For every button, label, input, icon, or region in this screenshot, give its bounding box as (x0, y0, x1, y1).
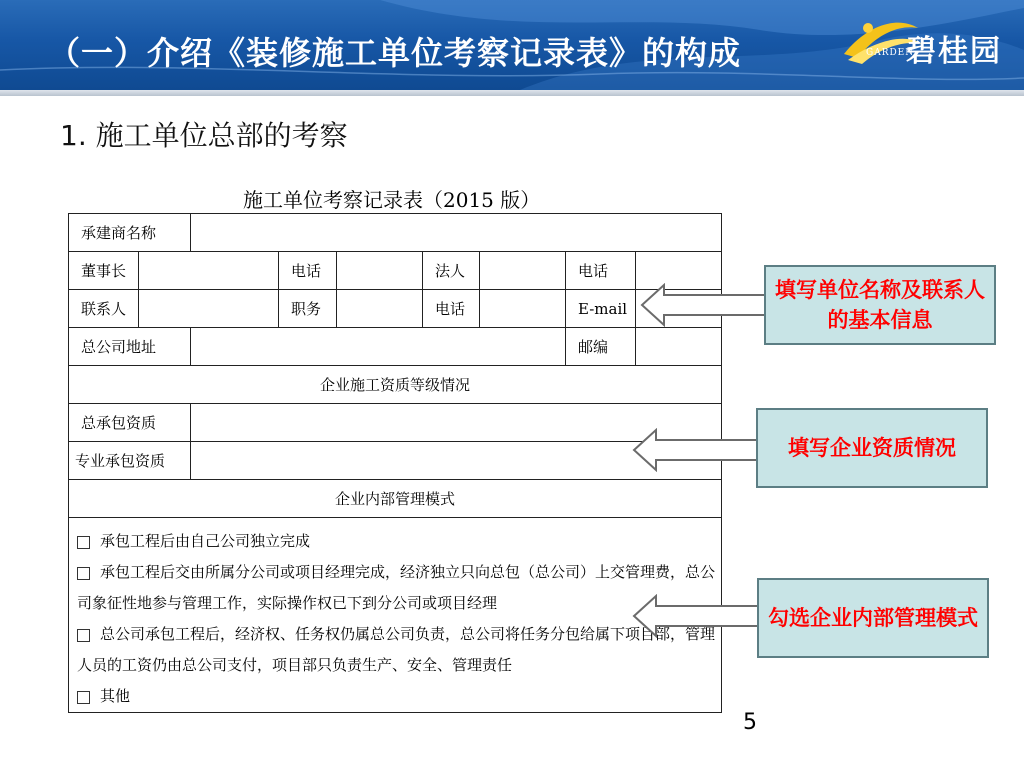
management-option-1[interactable]: 承包工程后由自己公司独立完成 (77, 526, 717, 557)
contractor-name-cell[interactable] (191, 214, 722, 252)
slide-title: （一）介绍《装修施工单位考察记录表》的构成 (48, 34, 742, 72)
contact-cell[interactable] (139, 290, 279, 328)
position-cell[interactable] (337, 290, 423, 328)
arrow-left-icon (632, 594, 762, 638)
phone-cell[interactable] (337, 252, 423, 290)
checkbox-icon[interactable] (77, 536, 90, 549)
address-label: 总公司地址 (69, 328, 191, 366)
checkbox-icon[interactable] (77, 629, 90, 642)
management-option-4[interactable]: 其他 (77, 681, 717, 712)
callout-basic-info: 填写单位名称及联系人的基本信息 (764, 265, 996, 345)
table-row (69, 480, 722, 518)
table-row (69, 214, 722, 252)
contact-label: 联系人 (69, 290, 139, 328)
postcode-label: 邮编 (566, 328, 636, 366)
chairman-cell[interactable] (139, 252, 279, 290)
table-row (69, 290, 722, 328)
legal-rep-cell[interactable] (480, 252, 566, 290)
chairman-label: 董事长 (69, 252, 139, 290)
logo-english-text: GARDEN (866, 48, 915, 58)
logo-chinese-text: 碧桂园 (906, 34, 1002, 69)
inspection-record-form (68, 213, 722, 713)
management-header: 企业内部管理模式 (69, 480, 722, 518)
phone-label: 电话 (423, 290, 480, 328)
phone-cell[interactable] (480, 290, 566, 328)
phone-label: 电话 (566, 252, 636, 290)
slide-header (0, 0, 1024, 90)
callout-management: 勾选企业内部管理模式 (757, 578, 989, 658)
section-title: 1. 施工单位总部的考察 (60, 119, 348, 152)
postcode-cell[interactable] (636, 328, 722, 366)
header-divider (0, 90, 1024, 96)
table-row (69, 442, 722, 480)
legal-rep-label: 法人 (423, 252, 480, 290)
management-option-3[interactable]: 总公司承包工程后，经济权、任务权仍属总公司负责，总公司将任务分包给属下项目部，管理人员的工资仍由总公司支付，项目部只负责生产、安全、管理责任 (77, 625, 716, 674)
form-title: 施工单位考察记录表（2015 版） (243, 188, 541, 212)
contractor-name-label: 承建商名称 (69, 214, 191, 252)
position-label: 职务 (279, 290, 337, 328)
arrow-left-icon (632, 428, 760, 472)
special-qualification-label: 专业承包资质 (69, 442, 191, 480)
table-row (69, 366, 722, 404)
management-options (69, 518, 722, 713)
table-row (69, 518, 722, 713)
address-cell[interactable] (191, 328, 566, 366)
phone-label: 电话 (279, 252, 337, 290)
table-row (69, 252, 722, 290)
table-row (69, 404, 722, 442)
email-label: E-mail (566, 290, 636, 328)
checkbox-icon[interactable] (77, 691, 90, 704)
checkbox-icon[interactable] (77, 567, 90, 580)
general-qualification-label: 总承包资质 (69, 404, 191, 442)
page-number: 5 (743, 710, 757, 735)
callout-qualification: 填写企业资质情况 (756, 408, 988, 488)
arrow-left-icon (640, 283, 770, 327)
table-row (69, 328, 722, 366)
management-option-2[interactable]: 承包工程后交由所属分公司或项目经理完成，经济独立只向总包（总公司）上交管理费，总公司象征性地参与管理工作，实际操作权已下到分公司或项目经理 (77, 563, 716, 612)
qualification-header: 企业施工资质等级情况 (69, 366, 722, 404)
